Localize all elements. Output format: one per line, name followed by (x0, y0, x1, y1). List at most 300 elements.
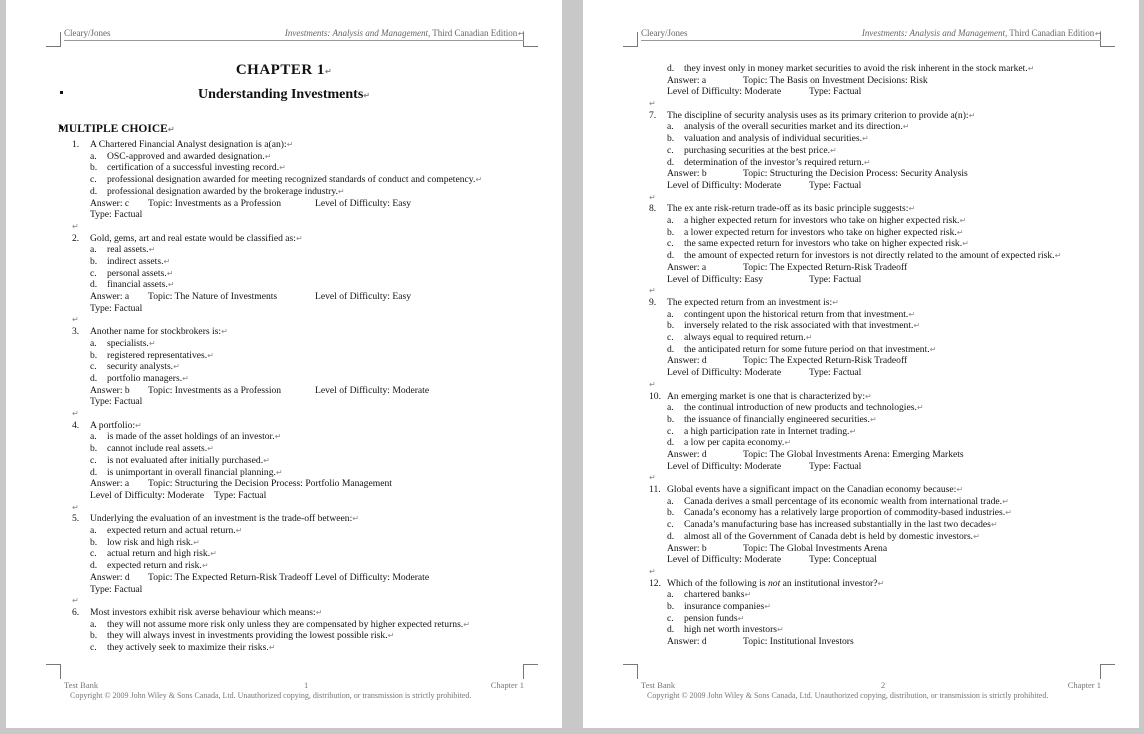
option-letter: d. (667, 156, 675, 168)
header-author: Cleary/Jones (641, 28, 688, 38)
difficulty-label: Level of Difficulty: Easy (667, 273, 763, 285)
difficulty-label: Level of Difficulty: Easy (315, 197, 411, 209)
question-stem-text: The discipline of security analysis uses as its primary criterion to provide a(n): (667, 109, 969, 121)
question-item (72, 139, 532, 221)
difficulty-row (72, 490, 532, 502)
difficulty-row (649, 554, 1109, 566)
option-text: chartered banks (684, 589, 745, 601)
option-letter: b. (667, 507, 675, 519)
question-stem-text: A Chartered Financial Analyst designation is a(an): (90, 139, 287, 150)
question-list (72, 139, 532, 654)
option-text: the issuance of financially engineered securities. (684, 413, 870, 425)
answer-option: b. inversely related to the risk associated with that investment.↵ (667, 320, 921, 332)
blank-line: ↵ (649, 286, 656, 296)
type-label: Type: Factual (809, 273, 862, 285)
type-row (72, 209, 532, 221)
option-text: the continual introduction of new products and technologies. (684, 402, 917, 414)
question-number: 6. (72, 606, 80, 618)
answer-option: b. registered representatives.↵ (90, 349, 214, 361)
answer-option: a. they will not assume more risk only unless they are compensated by higher expected returns.↵ (90, 618, 470, 630)
difficulty-row (649, 274, 1109, 286)
answer-option: b. certification of a successful investing record.↵ (90, 162, 286, 174)
question-stem-text: Which of the following is (667, 577, 768, 589)
topic-label: Topic: The Global Investments Arena (743, 542, 888, 554)
answer-option: a. chartered banks↵ (667, 589, 752, 601)
chapter-subtitle: Understanding Investments↵ (197, 87, 370, 102)
option-letter: b. (90, 630, 98, 642)
answer-label: Answer: a (90, 291, 130, 303)
option-text: actual return and high risk. (107, 548, 211, 560)
answer-label: Answer: b (667, 542, 707, 554)
option-letter: b. (90, 536, 98, 548)
answer-row (72, 572, 532, 584)
option-letter: d. (90, 466, 98, 478)
option-text: personal assets. (107, 267, 167, 279)
footer-chapter: Chapter 1 (490, 680, 524, 690)
topic-label: Topic: The Global Investments Arena: Emerging Markets (743, 449, 964, 461)
question-stem-text: The expected return from an investment is: (667, 296, 833, 308)
option-letter: a. (667, 402, 674, 414)
page-number: 2 (881, 680, 886, 690)
answer-option: a. OSC-approved and awarded designation.↵ (90, 150, 272, 162)
difficulty-label: Level of Difficulty: Moderate (667, 460, 782, 472)
difficulty-label: Level of Difficulty: Moderate (667, 554, 782, 566)
crop-mark (46, 664, 61, 679)
answer-option: c. the same expected return for investors who take on higher expected risk.↵ (667, 238, 969, 250)
option-letter: d. (667, 63, 675, 74)
answer-label: Answer: a (667, 74, 707, 86)
answer-option: d. expected return and risk.↵ (90, 560, 209, 572)
question-stem: 4. A portfolio:↵ (72, 419, 142, 431)
answer-option: d. a low per capita economy.↵ (667, 437, 792, 449)
option-text: OSC-approved and awarded designation. (107, 150, 265, 162)
option-text: expected return and actual return. (107, 525, 236, 537)
option-text: analysis of the overall securities market and its direction. (684, 121, 903, 133)
answer-option: d. portfolio managers.↵ (90, 372, 189, 384)
answer-option: d. the anticipated return for some future period on that investment.↵ (667, 343, 937, 355)
answer-option: a. a higher expected return for investors who take on higher expected risk.↵ (667, 215, 967, 227)
answer-option: c. purchasing securities at the best price.↵ (667, 144, 837, 156)
answer-option: b. cannot include real assets.↵ (90, 443, 214, 455)
option-letter: c. (667, 332, 674, 344)
option-text: real assets. (107, 244, 149, 256)
question-number: 5. (72, 513, 80, 525)
option-text: high net worth investors (684, 624, 777, 636)
question-item (72, 326, 532, 408)
option-letter: a. (90, 431, 97, 443)
answer-option: b. Canada’s economy has a relatively large proportion of commodity-based industries.↵ (667, 507, 1012, 519)
option-letter: b. (667, 320, 675, 332)
option-text: is unimportant in overall financial planning. (107, 466, 276, 478)
answer-label: Answer: b (667, 168, 707, 180)
blank-line: ↵ (72, 596, 79, 606)
header-title-italic: Investments: Analysis and Management (284, 28, 428, 38)
answer-row (649, 543, 1109, 555)
answer-label: Answer: a (90, 478, 130, 490)
page-number: 1 (304, 680, 309, 690)
option-text: low risk and high risk. (107, 536, 194, 548)
blank-line: ↵ (72, 502, 79, 512)
option-text: almost all of the Government of Canada debt is held by domestic investors. (684, 530, 974, 542)
option-letter: c. (667, 425, 674, 437)
question-stem: 1. A Chartered Financial Analyst designation is a(an):↵ (72, 139, 294, 150)
question-item (649, 110, 1109, 192)
question-item (649, 297, 1109, 379)
difficulty-row (649, 648, 1109, 660)
blank-line: ↵ (72, 315, 79, 325)
type-label: Type: Factual (90, 302, 143, 314)
answer-option: c. is not evaluated after initially purchased.↵ (90, 454, 270, 466)
option-text: purchasing securities at the best price. (684, 144, 830, 156)
footer-left: Test Bank (64, 680, 99, 690)
topic-label: Topic: Investments as a Profession (148, 384, 282, 396)
option-letter: c. (667, 238, 674, 250)
option-letter: a. (90, 618, 97, 630)
option-letter: c. (667, 519, 674, 531)
section-heading: MULTIPLE CHOICE↵ (58, 123, 175, 135)
answer-option: a. is made of the asset holdings of an investor.↵ (90, 431, 282, 443)
option-letter: c. (90, 361, 97, 373)
option-text: specialists. (107, 337, 149, 349)
page-footer (64, 680, 524, 700)
answer-row (72, 198, 532, 210)
blank-line: ↵ (72, 221, 79, 231)
question-stem: 6. Most investors exhibit risk averse behaviour which means:↵ (72, 606, 323, 618)
header-title-italic: Investments: Analysis and Management (861, 28, 1005, 38)
question-item (72, 513, 532, 595)
answer-option: b. the issuance of financially engineered securities.↵ (667, 413, 877, 425)
question-number: 1. (72, 139, 80, 150)
option-letter: a. (90, 525, 97, 537)
answer-option: b. indirect assets.↵ (90, 255, 171, 267)
question-stem-emphasis: not (767, 577, 781, 589)
option-text: contingent upon the historical return from that investment. (684, 308, 909, 320)
answer-option: a. Canada derives a small percentage of its economic wealth from international trade.↵ (667, 495, 1009, 507)
question-stem-text: Underlying the evaluation of an investment is the trade-off between: (90, 513, 353, 525)
option-letter: b. (667, 226, 675, 238)
answer-option: b. insurance companies↵ (667, 601, 771, 613)
option-text: is made of the asset holdings of an investor. (107, 431, 275, 443)
difficulty-label: Level of Difficulty: Moderate (90, 489, 205, 501)
chapter-heading-text: CHAPTER 1 (235, 62, 325, 78)
option-text: the amount of expected return for investors is not directly related to the amount of expected risk. (684, 250, 1055, 262)
question-stem: 8. The ex ante risk-return trade-off as its basic principle suggests:↵ (649, 203, 916, 215)
answer-option: c. professional designation awarded for meeting recognized standards of conduct and competency.↵ (90, 174, 483, 186)
crop-mark (523, 664, 538, 679)
crop-mark (1100, 32, 1115, 47)
type-label: Type: Factual (809, 367, 862, 379)
crop-mark (523, 32, 538, 47)
answer-row (649, 168, 1109, 180)
footer-left: Test Bank (641, 680, 676, 690)
header-title-edition: , Third Canadian Edition (427, 28, 518, 38)
option-text: pension funds (684, 612, 738, 624)
option-letter: a. (667, 589, 674, 601)
answer-option: d. high net worth investors↵ (667, 624, 784, 636)
answer-option: a. real assets.↵ (90, 244, 156, 256)
option-text: a lower expected return for investors who take on higher expected risk. (684, 226, 957, 238)
header-title: Investments: Analysis and Management, Third Canadian Edition↵ (284, 28, 524, 38)
answer-row (649, 449, 1109, 461)
crop-mark (623, 32, 638, 47)
question-stem-text: A portfolio: (90, 419, 136, 431)
question-stem-text: Global events have a significant impact on the Canadian economy because: (667, 484, 957, 496)
option-letter: a. (90, 150, 97, 162)
answer-label: Answer: c (90, 197, 130, 209)
option-text: the same expected return for investors who take on higher expected risk. (684, 238, 963, 250)
option-letter: b. (90, 443, 98, 455)
answer-option: c. a high participation rate in Internet trading.↵ (667, 425, 857, 437)
answer-option: c. actual return and high risk.↵ (90, 548, 217, 560)
topic-label: Topic: The Expected Return-Risk Tradeoff (743, 261, 908, 273)
option-letter: c. (90, 174, 97, 186)
option-letter: b. (667, 601, 675, 613)
option-letter: c. (90, 267, 97, 279)
question-item (72, 420, 532, 502)
answer-option: b. low risk and high risk.↵ (90, 536, 200, 548)
type-row (72, 303, 532, 315)
option-letter: c. (90, 548, 97, 560)
option-text: a low per capita economy. (684, 437, 785, 449)
document-page-2 (583, 0, 1139, 728)
option-letter: d. (90, 372, 98, 384)
question-number: 2. (72, 232, 80, 244)
difficulty-label: Level of Difficulty: Moderate (315, 571, 430, 583)
question-item (72, 607, 532, 654)
option-text: indirect assets. (107, 255, 164, 267)
question-stem-text: an institutional investor? (780, 577, 878, 589)
answer-label: Answer: d (667, 636, 707, 648)
answer-option: b. they will always invest in investments providing the lowest possible risk.↵ (90, 630, 395, 642)
option-text: a higher expected return for investors who take on higher expected risk. (684, 215, 960, 227)
option-text: is not evaluated after initially purchased. (107, 454, 264, 466)
question-number: 3. (72, 326, 80, 338)
question-stem: 7. The discipline of security analysis uses as its primary criterion to provide a(n):↵ (649, 109, 976, 121)
type-label: Type: Factual (809, 460, 862, 472)
question-item (649, 578, 1109, 660)
option-letter: d. (667, 530, 675, 542)
answer-label: Answer: a (667, 261, 707, 273)
option-letter: c. (667, 144, 674, 156)
option-letter: b. (90, 162, 98, 174)
footer-copyright: Copyright © 2009 John Wiley & Sons Canada, Ltd. Unauthorized copying, distribution, or transmission is strictly prohibited. (70, 691, 472, 700)
answer-option: a. specialists.↵ (90, 337, 156, 349)
option-text: cannot include real assets. (107, 443, 208, 455)
option-text: Canada’s manufacturing base has increased substantially in the last two decades (684, 519, 991, 531)
answer-option: a. the continual introduction of new products and technologies.↵ (667, 402, 924, 414)
answer-option: a. analysis of the overall securities market and its direction.↵ (667, 121, 910, 133)
chapter-subtitle-text: Understanding Investments (197, 87, 364, 102)
question-stem-text: An emerging market is one that is characterized by: (667, 390, 866, 402)
option-text: the anticipated return for some future period on that investment. (684, 343, 930, 355)
option-letter: b. (90, 255, 98, 267)
topic-label: Topic: The Expected Return-Risk Tradeoff (148, 571, 313, 583)
difficulty-row (649, 86, 1109, 98)
answer-option: d. they invest only in money market securities to avoid the risk inherent in the stock market.↵ (667, 63, 1035, 74)
question-item (649, 484, 1109, 566)
question-stem-text: The ex ante risk-return trade-off as its basic principle suggests: (667, 203, 909, 215)
answer-label: Answer: b (90, 384, 130, 396)
chapter-heading: CHAPTER 1↵ (235, 62, 333, 78)
question-number: 8. (649, 203, 657, 215)
option-text: they will always invest in investments providing the lowest possible risk. (107, 630, 388, 642)
option-text: security analysts. (107, 361, 174, 373)
topic-label: Topic: The Basis on Investment Decisions: Risk (743, 74, 928, 86)
type-label: Type: Factual (809, 179, 862, 191)
option-letter: a. (667, 308, 674, 320)
topic-label: Topic: The Expected Return-Risk Tradeoff (743, 355, 908, 367)
crop-mark (46, 32, 61, 47)
question-continuation (649, 63, 1109, 98)
option-letter: c. (90, 642, 97, 653)
answer-option: d. almost all of the Government of Canada debt is held by domestic investors.↵ (667, 530, 980, 542)
option-letter: d. (90, 560, 98, 572)
answer-option: c. they actively seek to maximize their risks.↵ (90, 642, 276, 653)
type-label: Type: Factual (90, 396, 143, 408)
blank-line: ↵ (649, 566, 656, 576)
answer-row (649, 355, 1109, 367)
option-letter: d. (90, 279, 98, 291)
topic-label: Topic: Investments as a Profession (148, 197, 282, 209)
question-item (649, 203, 1109, 285)
option-text: registered representatives. (107, 349, 208, 361)
difficulty-row (649, 367, 1109, 379)
option-letter: a. (667, 495, 674, 507)
answer-row (649, 636, 1109, 648)
option-letter: b. (90, 349, 98, 361)
blank-line: ↵ (649, 192, 656, 202)
question-stem-text: Another name for stockbrokers is: (90, 326, 222, 338)
type-row (72, 584, 532, 596)
answer-option: c. always equal to required return.↵ (667, 332, 813, 344)
answer-option: c. Canada’s manufacturing base has increased substantially in the last two decades↵ (667, 519, 998, 531)
question-stem: 2. Gold, gems, art and real estate would be classified as:↵ (72, 232, 303, 244)
answer-option: a. expected return and actual return.↵ (90, 525, 243, 537)
footer-copyright: Copyright © 2009 John Wiley & Sons Canada, Ltd. Unauthorized copying, distribution, or transmission is strictly prohibited. (647, 691, 1049, 700)
answer-row (649, 262, 1109, 274)
crop-mark (1100, 664, 1115, 679)
option-text: they invest only in money market securities to avoid the risk inherent in the stock market. (684, 63, 1028, 74)
option-text: a high participation rate in Internet trading. (684, 425, 850, 437)
option-text: inversely related to the risk associated with that investment. (684, 320, 914, 332)
option-text: expected return and risk. (107, 560, 202, 572)
answer-label: Answer: d (90, 571, 130, 583)
difficulty-row (649, 180, 1109, 192)
question-stem: 3. Another name for stockbrokers is:↵ (72, 326, 228, 338)
question-stem: 10. An emerging market is one that is characterized by:↵ (649, 390, 872, 402)
answer-option: b. a lower expected return for investors who take on higher expected risk.↵ (667, 226, 964, 238)
page-header (641, 26, 1101, 41)
option-text: determination of the investor’s required return. (684, 156, 864, 168)
option-text: Canada derives a small percentage of its economic wealth from international trade. (684, 495, 1003, 507)
question-number: 7. (649, 109, 657, 121)
option-letter: a. (667, 215, 674, 227)
option-text: valuation and analysis of individual securities. (684, 133, 862, 145)
question-stem: 11. Global events have a significant impact on the Canadian economy because:↵ (649, 484, 964, 496)
answer-option: d. the amount of expected return for investors is not directly related to the amount of expected risk.↵ (667, 250, 1062, 262)
question-number: 9. (649, 296, 657, 308)
type-label: Type: Conceptual (809, 554, 877, 566)
answer-label: Answer: d (667, 355, 707, 367)
answer-row (72, 291, 532, 303)
header-title-edition: , Third Canadian Edition (1004, 28, 1095, 38)
type-label: Type: Factual (809, 86, 862, 98)
answer-option: c. pension funds↵ (667, 612, 745, 624)
question-number: 10. (649, 390, 661, 402)
document-page-1 (6, 0, 562, 728)
page-header (64, 26, 524, 41)
difficulty-label: Level of Difficulty: Easy (315, 291, 411, 303)
type-label: Type: Factual (90, 209, 143, 221)
question-item (649, 391, 1109, 473)
crop-mark (623, 664, 638, 679)
question-stem: 9. The expected return from an investment is:↵ (649, 296, 839, 308)
answer-option: c. security analysts.↵ (90, 361, 180, 373)
difficulty-label: Level of Difficulty: Moderate (667, 86, 782, 98)
question-number: 4. (72, 419, 80, 431)
option-text: they actively seek to maximize their risks. (107, 642, 269, 653)
page-footer (641, 680, 1101, 700)
answer-option: c. personal assets.↵ (90, 267, 174, 279)
option-letter: d. (667, 343, 675, 355)
option-text: financial assets. (107, 279, 168, 291)
difficulty-label: Level of Difficulty: Moderate (667, 179, 782, 191)
question-item (72, 233, 532, 315)
option-letter: d. (90, 185, 98, 197)
blank-line: ↵ (649, 379, 656, 389)
difficulty-row (649, 461, 1109, 473)
question-number: 11. (649, 484, 661, 496)
option-letter: d. (667, 437, 675, 449)
type-row (72, 396, 532, 408)
option-letter: c. (90, 454, 97, 466)
answer-row (72, 478, 532, 490)
difficulty-label: Level of Difficulty: Moderate (315, 384, 430, 396)
topic-label: Topic: Structuring the Decision Process: Portfolio Management (148, 478, 392, 490)
section-heading-text: MULTIPLE CHOICE (58, 123, 168, 135)
answer-row (649, 75, 1109, 87)
question-stem-text: Most investors exhibit risk averse behaviour which means: (90, 606, 316, 618)
option-text: always equal to required return. (684, 332, 806, 344)
header-title: Investments: Analysis and Management, Third Canadian Edition↵ (861, 28, 1101, 38)
option-letter: b. (667, 133, 675, 145)
question-list (649, 63, 1109, 660)
option-text: insurance companies (684, 601, 765, 613)
option-letter: d. (667, 250, 675, 262)
type-label: Type: Factual (90, 583, 143, 595)
option-text: professional designation awarded for meeting recognized standards of conduct and competency. (107, 174, 476, 186)
question-stem: 5. Underlying the evaluation of an investment is the trade-off between:↵ (72, 513, 359, 525)
answer-label: Answer: d (667, 449, 707, 461)
difficulty-label: Level of Difficulty: Moderate (667, 367, 782, 379)
type-label: Type: Factual (214, 489, 267, 501)
option-letter: a. (90, 244, 97, 256)
answer-option: d. financial assets.↵ (90, 279, 175, 291)
option-text: they will not assume more risk only unless they are compensated by higher expected returns. (107, 618, 464, 630)
topic-label: Topic: The Nature of Investments (148, 291, 278, 303)
answer-option: d. is unimportant in overall financial planning.↵ (90, 466, 283, 478)
question-stem: 12. Which of the following is not an institutional investor?↵ (649, 577, 885, 589)
option-letter: b. (667, 413, 675, 425)
header-author: Cleary/Jones (64, 28, 111, 38)
question-stem-text: Gold, gems, art and real estate would be classified as: (90, 232, 296, 244)
question-number: 12. (649, 577, 661, 589)
option-letter: a. (667, 121, 674, 133)
option-text: portfolio managers. (107, 372, 183, 384)
topic-label: Topic: Institutional Investors (743, 636, 854, 648)
option-text: certification of a successful investing record. (107, 162, 280, 174)
footer-chapter: Chapter 1 (1067, 680, 1101, 690)
